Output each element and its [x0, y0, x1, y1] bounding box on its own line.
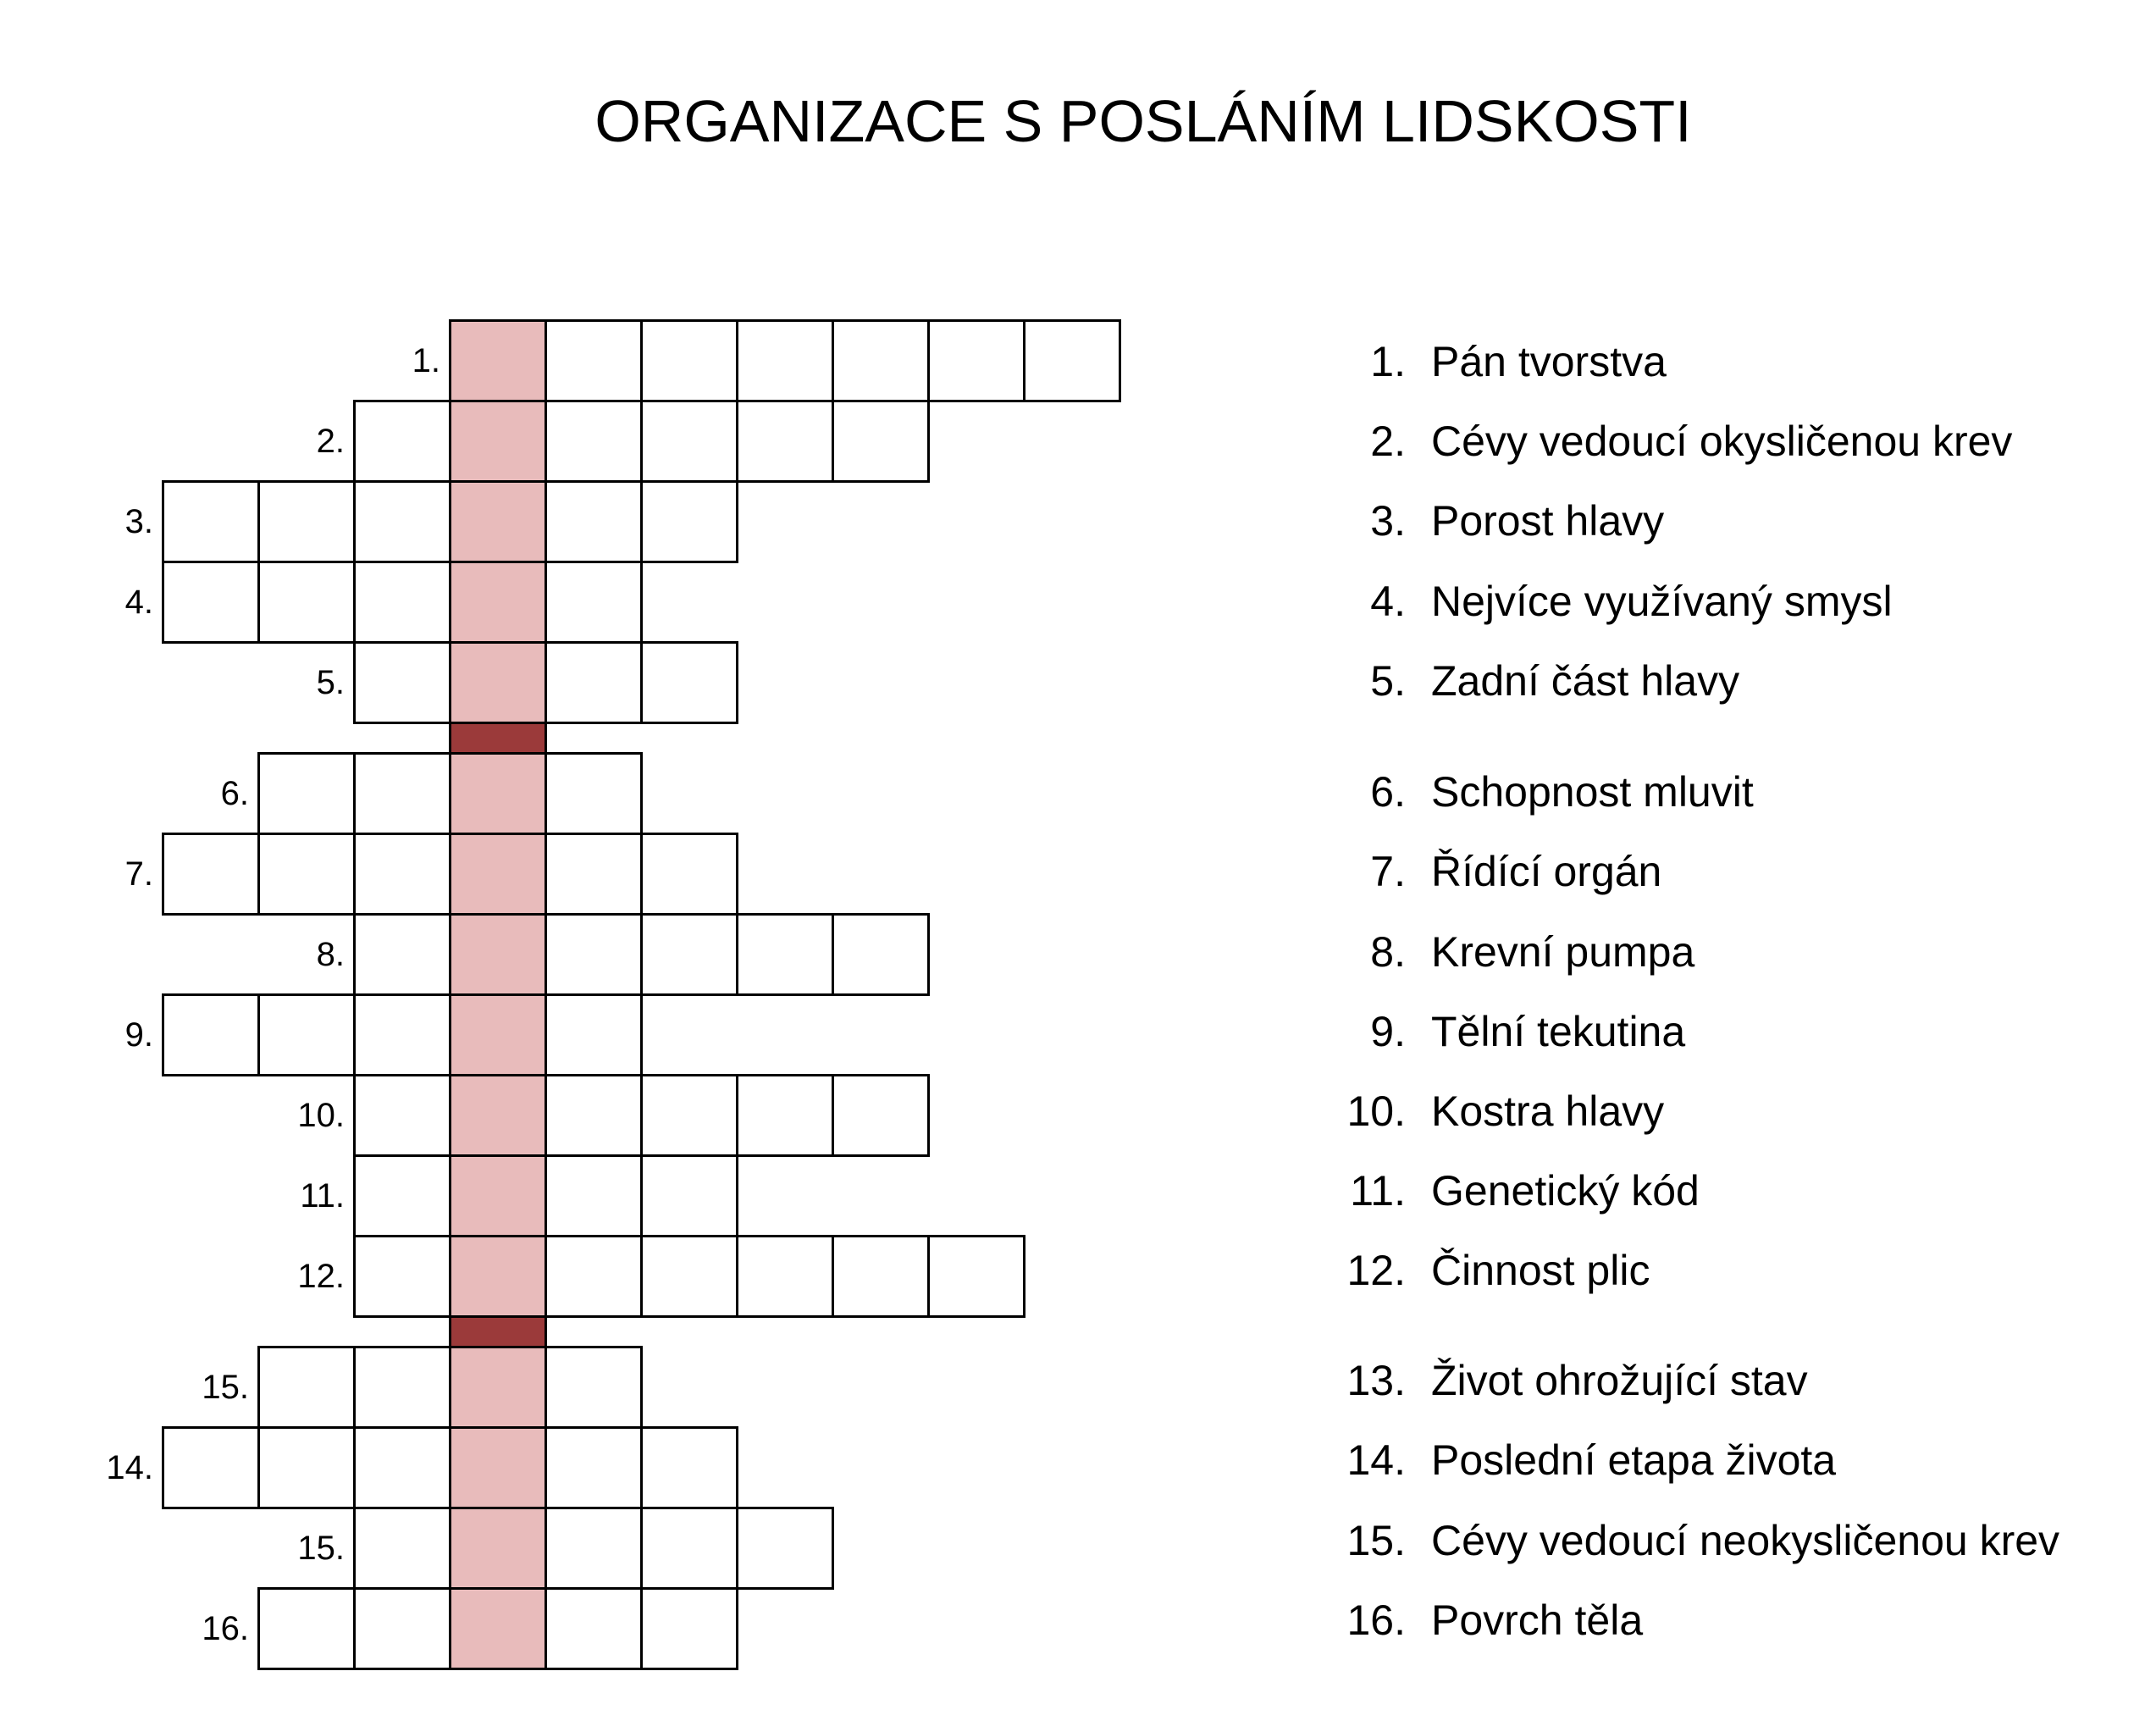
clue-text: Zadní část hlavy [1431, 657, 1740, 705]
letter-cell[interactable] [162, 833, 260, 916]
row-number: 15. [297, 1530, 345, 1567]
letter-cell[interactable] [353, 913, 451, 996]
letter-cell[interactable] [545, 913, 643, 996]
row-number: 9. [124, 1016, 153, 1054]
letter-cell[interactable] [545, 752, 643, 835]
clue-text: Cévy vedoucí okysličenou krev [1431, 418, 2013, 465]
letter-cell[interactable] [353, 1346, 451, 1429]
clue-item [1304, 1517, 2059, 1564]
clue-number: 8. [1370, 928, 1406, 976]
clue-text: Povrch těla [1431, 1596, 1644, 1644]
clue-text: Cévy vedoucí neokysličenou krev [1431, 1517, 2060, 1564]
clue-item [1304, 578, 1893, 625]
clue-item [1304, 928, 1694, 976]
row-number: 15. [202, 1369, 249, 1406]
solution-cell[interactable] [449, 400, 547, 483]
letter-cell[interactable] [640, 1235, 738, 1318]
clue-number: 9. [1370, 1008, 1406, 1055]
solution-cell[interactable] [449, 833, 547, 916]
letter-cell[interactable] [640, 833, 738, 916]
letter-cell[interactable] [545, 641, 643, 724]
clue-item [1304, 1436, 1836, 1484]
letter-cell[interactable] [640, 641, 738, 724]
letter-cell[interactable] [640, 319, 738, 402]
letter-cell[interactable] [832, 400, 930, 483]
letter-cell[interactable] [640, 1154, 738, 1237]
letter-cell[interactable] [353, 1154, 451, 1237]
clue-item [1304, 1247, 1650, 1294]
letter-cell[interactable] [545, 480, 643, 563]
letter-cell[interactable] [832, 913, 930, 996]
letter-cell[interactable] [640, 1587, 738, 1670]
letter-cell[interactable] [162, 993, 260, 1076]
letter-cell[interactable] [545, 1587, 643, 1670]
row-number: 4. [124, 584, 153, 621]
solution-cell[interactable] [449, 1346, 547, 1429]
letter-cell[interactable] [736, 1074, 834, 1157]
clue-text: Kostra hlavy [1431, 1087, 1665, 1135]
row-number: 6. [220, 775, 249, 812]
letter-cell[interactable] [162, 1426, 260, 1509]
letter-cell[interactable] [736, 400, 834, 483]
letter-cell[interactable] [353, 480, 451, 563]
letter-cell[interactable] [736, 1507, 834, 1590]
solution-cell[interactable] [449, 913, 547, 996]
clue-number: 3. [1370, 497, 1406, 545]
row-number: 3. [124, 503, 153, 540]
solution-cell[interactable] [449, 1154, 547, 1237]
clue-text: Život ohrožující stav [1431, 1357, 1808, 1404]
clue-number: 11. [1350, 1167, 1406, 1215]
clue-number: 16. [1346, 1596, 1406, 1644]
letter-cell[interactable] [736, 913, 834, 996]
clue-item [1304, 768, 1754, 816]
clue-item [1304, 1167, 1700, 1215]
letter-cell[interactable] [353, 752, 451, 835]
clue-item [1304, 1357, 1808, 1404]
letter-cell[interactable] [545, 319, 643, 402]
row-number: 2. [316, 423, 345, 460]
clue-text: Činnost plic [1431, 1247, 1650, 1294]
clue-number: 7. [1370, 848, 1406, 895]
solution-cell[interactable] [449, 319, 547, 402]
clue-text: Porost hlavy [1431, 497, 1665, 545]
page-title: ORGANIZACE S POSLÁNÍM LIDSKOSTI [594, 88, 1692, 154]
row-number: 14. [106, 1449, 153, 1486]
letter-cell[interactable] [832, 319, 930, 402]
clue-text: Poslední etapa života [1431, 1436, 1837, 1484]
letter-cell[interactable] [736, 319, 834, 402]
letter-cell[interactable] [353, 641, 451, 724]
letter-cell[interactable] [545, 833, 643, 916]
letter-cell[interactable] [545, 1154, 643, 1237]
letter-cell[interactable] [640, 1426, 738, 1509]
clue-item [1304, 1596, 1643, 1644]
clue-text: Řídící orgán [1431, 848, 1662, 895]
letter-cell[interactable] [640, 1074, 738, 1157]
clue-item [1304, 418, 2012, 465]
letter-cell[interactable] [162, 480, 260, 563]
row-number: 12. [297, 1258, 345, 1295]
solution-cell[interactable] [449, 993, 547, 1076]
letter-cell[interactable] [545, 1074, 643, 1157]
row-number: 10. [297, 1097, 345, 1134]
clue-number: 13. [1346, 1357, 1406, 1404]
solution-cell[interactable] [449, 1074, 547, 1157]
row-number: 11. [300, 1177, 345, 1215]
letter-cell[interactable] [257, 480, 356, 563]
letter-cell[interactable] [832, 1074, 930, 1157]
clue-number: 1. [1370, 338, 1406, 385]
letter-cell[interactable] [545, 1346, 643, 1429]
clue-text: Genetický kód [1431, 1167, 1700, 1215]
letter-cell[interactable] [257, 993, 356, 1076]
clue-text: Pán tvorstva [1431, 338, 1667, 385]
row-number: 16. [202, 1610, 249, 1647]
letter-cell[interactable] [353, 1507, 451, 1590]
letter-cell[interactable] [736, 1235, 834, 1318]
letter-cell[interactable] [353, 561, 451, 644]
letter-cell[interactable] [545, 1426, 643, 1509]
letter-cell[interactable] [640, 913, 738, 996]
letter-cell[interactable] [257, 1587, 356, 1670]
letter-cell[interactable] [353, 400, 451, 483]
letter-cell[interactable] [353, 1426, 451, 1509]
letter-cell[interactable] [640, 480, 738, 563]
letter-cell[interactable] [832, 1235, 930, 1318]
letter-cell[interactable] [927, 1235, 1025, 1318]
clue-text: Schopnost mluvit [1431, 768, 1754, 816]
clue-number: 4. [1370, 578, 1406, 625]
letter-cell[interactable] [257, 752, 356, 835]
row-number: 8. [316, 936, 345, 973]
solution-cell[interactable] [449, 1507, 547, 1590]
clue-item [1304, 848, 1661, 895]
solution-cell[interactable] [449, 1587, 547, 1670]
letter-cell[interactable] [257, 1346, 356, 1429]
clue-item [1304, 657, 1739, 705]
letter-cell[interactable] [353, 833, 451, 916]
row-number: 7. [124, 855, 153, 893]
letter-cell[interactable] [353, 1587, 451, 1670]
solution-separator [449, 1315, 547, 1348]
letter-cell[interactable] [545, 400, 643, 483]
letter-cell[interactable] [927, 319, 1025, 402]
clue-text: Nejvíce využívaný smysl [1431, 578, 1893, 625]
letter-cell[interactable] [353, 1074, 451, 1157]
letter-cell[interactable] [257, 833, 356, 916]
clue-number: 2. [1370, 418, 1406, 465]
clue-text: Tělní tekutina [1431, 1008, 1686, 1055]
clue-item [1304, 1008, 1685, 1055]
row-number: 5. [316, 664, 345, 701]
clue-number: 14. [1346, 1436, 1406, 1484]
letter-cell[interactable] [353, 993, 451, 1076]
solution-cell[interactable] [449, 480, 547, 563]
clue-item [1304, 1087, 1664, 1135]
letter-cell[interactable] [257, 561, 356, 644]
clue-number: 10. [1346, 1087, 1406, 1135]
letter-cell[interactable] [640, 400, 738, 483]
solution-cell[interactable] [449, 561, 547, 644]
solution-cell[interactable] [449, 641, 547, 724]
letter-cell[interactable] [257, 1426, 356, 1509]
solution-cell[interactable] [449, 752, 547, 835]
row-number: 1. [412, 342, 440, 379]
letter-cell[interactable] [545, 1235, 643, 1318]
clue-item [1304, 338, 1667, 385]
solution-cell[interactable] [449, 1426, 547, 1509]
clue-text: Krevní pumpa [1431, 928, 1695, 976]
clue-number: 6. [1370, 768, 1406, 816]
letter-cell[interactable] [353, 1235, 451, 1318]
letter-cell[interactable] [545, 1507, 643, 1590]
clue-item [1304, 497, 1664, 545]
letter-cell[interactable] [162, 561, 260, 644]
letter-cell[interactable] [1023, 319, 1121, 402]
clue-number: 15. [1346, 1517, 1406, 1564]
clue-number: 12. [1346, 1247, 1406, 1294]
letter-cell[interactable] [640, 1507, 738, 1590]
letter-cell[interactable] [545, 993, 643, 1076]
solution-cell[interactable] [449, 1235, 547, 1318]
solution-separator [449, 722, 547, 755]
clue-number: 5. [1370, 657, 1406, 705]
letter-cell[interactable] [545, 561, 643, 644]
